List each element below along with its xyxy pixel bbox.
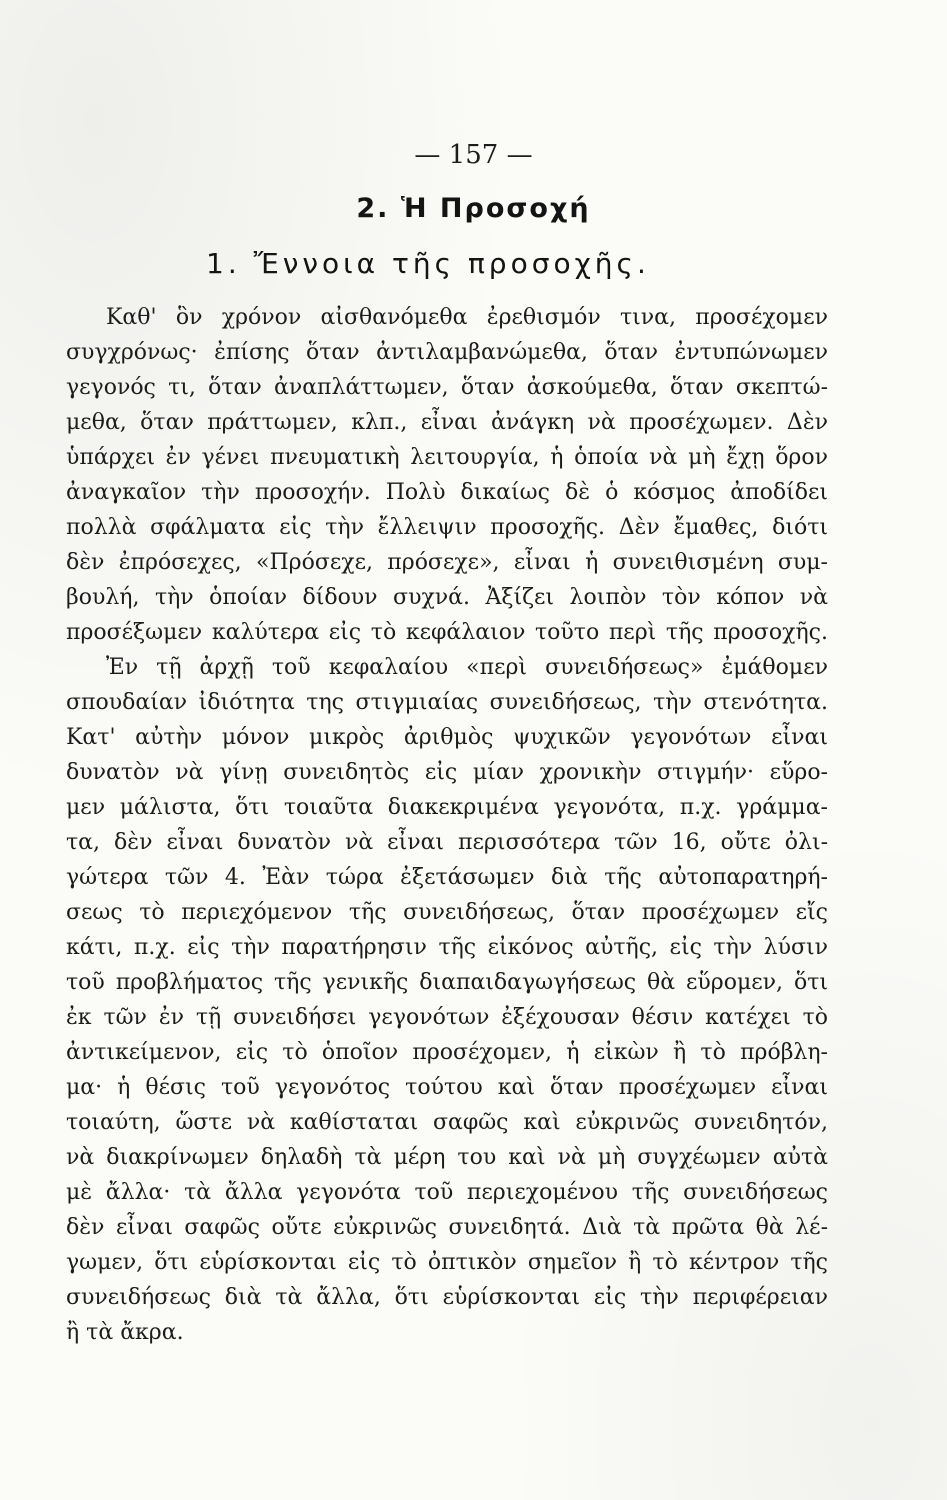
text-line: ἀντικείμενον, εἰς τὸ ὁποῖον προσέχομεν, ἡ εἰκὼν ἢ τὸ πρόβλη- (66, 1040, 828, 1065)
text-line: κάτι, π.χ. εἰς τὴν παρατήρησιν τῆς εἰκόνος αὐτῆς, εἰς τὴν λύσιν (66, 935, 828, 960)
text-line: τοιαύτη, ὥστε νὰ καθίσταται σαφῶς καὶ εὐκρινῶς συνειδητόν, (66, 1110, 828, 1135)
text-line: συνειδήσεως διὰ τὰ ἄλλα, ὅτι εὑρίσκονται εἰς τὴν περιφέρειαν (66, 1285, 828, 1310)
text-line: τα, δὲν εἶναι δυνατὸν νὰ εἶναι περισσότερα τῶν 16, οὔτε ὀλι- (66, 830, 828, 855)
text-line: μα· ἡ θέσις τοῦ γεγονότος τούτου καὶ ὅταν προσέχωμεν εἶναι (66, 1075, 828, 1100)
text-line: Κατ' αὐτὴν μόνον μικρὸς ἀριθμὸς ψυχικῶν γεγονότων εἶναι (66, 725, 828, 750)
text-line: ἐκ τῶν ἐν τῇ συνειδήσει γεγονότων ἐξέχουσαν θέσιν κατέχει τὸ (66, 1005, 828, 1030)
text-line: βουλή, τὴν ὁποίαν δίδουν συχνά. Ἀξίζει λοιπὸν τὸν κόπον νὰ (66, 585, 828, 610)
text-line: μὲ ἄλλα· τὰ ἄλλα γεγονότα τοῦ περιεχομένου τῆς συνειδήσεως (66, 1180, 828, 1205)
text-line: σεως τὸ περιεχόμενον τῆς συνειδήσεως, ὅταν προσέχωμεν εἴς (66, 900, 828, 925)
section-title: 2. Ἡ Προσοχή (356, 193, 591, 224)
body-text (66, 300, 828, 1350)
text-line: γωμεν, ὅτι εὑρίσκονται εἰς τὸ ὀπτικὸν σημεῖον ἢ τὸ κέντρον τῆς (66, 1250, 828, 1275)
text-line: συγχρόνως· ἐπίσης ὅταν ἀντιλαμβανώμεθα, ὅταν ἐντυπώνωμεν (66, 340, 828, 365)
text-line: μεν μάλιστα, ὅτι τοιαῦτα διακεκριμένα γεγονότα, π.χ. γράμμα- (66, 795, 828, 820)
text-line: πολλὰ σφάλματα εἰς τὴν ἔλλειψιν προσοχῆς. Δὲν ἔμαθες, διότι (66, 515, 828, 540)
text-line: δὲν ἐπρόσεχες, «Πρόσεχε, πρόσεχε», εἶναι ἡ συνειθισμένη συμ- (66, 550, 828, 575)
text-line: ἢ τὰ ἄκρα. (66, 1320, 184, 1345)
text-line: σπουδαίαν ἰδιότητα της στιγμιαίας συνειδήσεως, τὴν στενότητα. (66, 690, 828, 715)
text-line: προσέξωμεν καλύτερα εἰς τὸ κεφάλαιον τοῦτο περὶ τῆς προσοχῆς. (66, 620, 828, 645)
text-line: γώτερα τῶν 4. Ἐὰν τώρα ἐξετάσωμεν διὰ τῆς αὐτοπαρατηρή- (66, 865, 828, 890)
page-number: — 157 — (414, 140, 533, 170)
text-line: γεγονός τι, ὅταν ἀναπλάττωμεν, ὅταν ἀσκούμεθα, ὅταν σκεπτώ- (66, 375, 828, 400)
subsection-title: 1. Ἔννοια τῆς προσοχῆς. (206, 247, 650, 280)
text-line: ἀναγκαῖον τὴν προσοχήν. Πολὺ δικαίως δὲ ὁ κόσμος ἀποδίδει (66, 480, 828, 505)
text-line: μεθα, ὅταν πράττωμεν, κλπ., εἶναι ἀνάγκη νὰ προσέχωμεν. Δὲν (66, 410, 828, 435)
text-line: νὰ διακρίνωμεν δηλαδὴ τὰ μέρη του καὶ νὰ μὴ συγχέωμεν αὐτὰ (66, 1145, 828, 1170)
text-line: δὲν εἶναι σαφῶς οὔτε εὐκρινῶς συνειδητά. Διὰ τὰ πρῶτα θὰ λέ- (66, 1215, 828, 1240)
text-line: τοῦ προβλήματος τῆς γενικῆς διαπαιδαγωγήσεως θὰ εὕρομεν, ὅτι (66, 970, 828, 995)
text-line: ὑπάρχει ἐν γένει πνευματικὴ λειτουργία, ἡ ὁποία νὰ μὴ ἔχῃ ὅρον (66, 445, 828, 470)
text-line: δυνατὸν νὰ γίνῃ συνειδητὸς εἰς μίαν χρονικὴν στιγμήν· εὕρο- (66, 760, 828, 785)
text-line: Ἐν τῇ ἀρχῇ τοῦ κεφαλαίου «περὶ συνειδήσεως» ἐμάθομεν (106, 655, 828, 680)
text-line: Καθ' ὃν χρόνον αἰσθανόμεθα ἐρεθισμόν τινα, προσέχομεν (106, 305, 828, 330)
